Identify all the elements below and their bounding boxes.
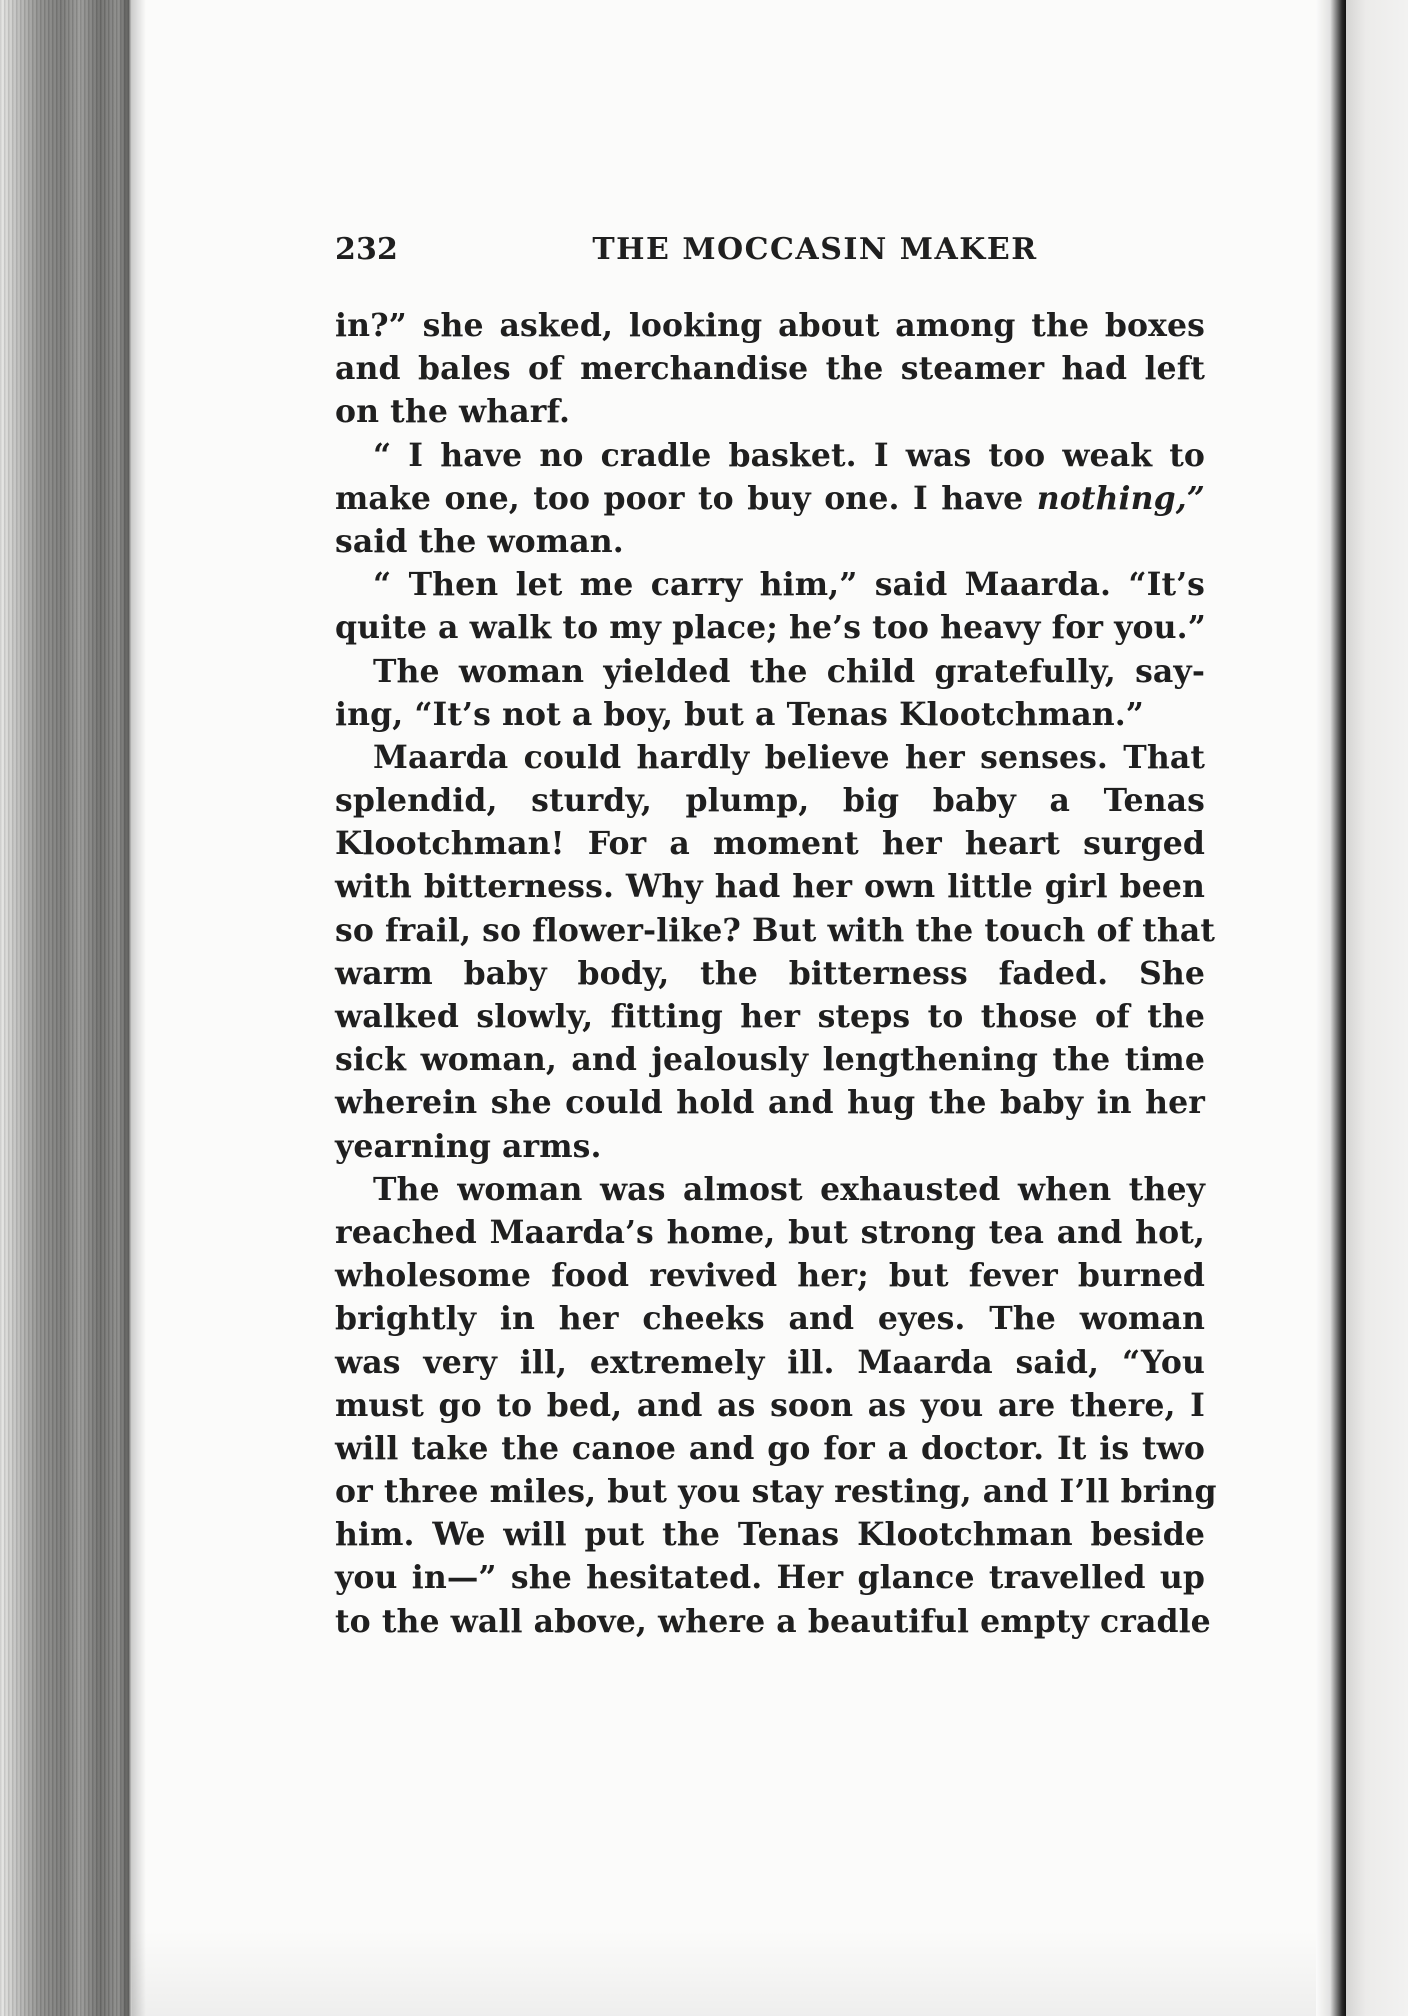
- text-line: was very ill, extremely ill. Maarda said, “You: [335, 1343, 1205, 1381]
- text-line: so frail, so flower-like? But with the touch of that: [335, 911, 1216, 949]
- page-bottom-shade: [132, 1930, 1316, 2016]
- text-line: Maarda could hardly believe her senses. That: [373, 738, 1205, 776]
- text-fragment: make one, too poor to buy one. I have: [335, 479, 1037, 517]
- text-line: wherein she could hold and hug the baby in her: [335, 1084, 1205, 1122]
- text-line: ing, “It’s not a boy, but a Tenas Klootchman.”: [335, 695, 1144, 733]
- page-edge-left: [0, 0, 132, 2016]
- text-line: or three miles, but you stay resting, and I’ll bring: [335, 1473, 1217, 1511]
- text-line: him. We will put the Tenas Klootchman beside: [335, 1516, 1205, 1554]
- text-line: quite a walk to my place; he’s too heavy for you.”: [335, 609, 1206, 647]
- text-line: warm baby body, the bitterness faded. She: [335, 954, 1205, 992]
- running-head: THE MOCCASIN MAKER: [592, 232, 1038, 267]
- text-line: “ I have no cradle basket. I was too weak to: [373, 436, 1205, 474]
- text-line: “ Then let me carry him,” said Maarda. “It’s: [373, 566, 1205, 604]
- text-line: [335, 477, 1205, 520]
- text-line: to the wall above, where a beautiful empty cradle: [335, 1602, 1211, 1640]
- text-line: with bitterness. Why had her own little girl been: [335, 868, 1205, 906]
- text-line: wholesome food revived her; but fever burned: [335, 1257, 1205, 1295]
- text-line: reached Maarda’s home, but strong tea and hot,: [335, 1213, 1205, 1251]
- text-line: splendid, sturdy, plump, big baby a Tenas: [335, 782, 1205, 820]
- page-shadow: [132, 0, 146, 2016]
- text-line: will take the canoe and go for a doctor. It is two: [335, 1429, 1205, 1467]
- text-line: and bales of merchandise the steamer had left: [335, 350, 1205, 388]
- text-line: said the woman.: [335, 522, 624, 560]
- book-gutter: [1316, 0, 1346, 2016]
- text-line: The woman was almost exhausted when they: [373, 1170, 1205, 1208]
- italic-word: nothing,”: [1036, 479, 1205, 517]
- text-line: yearning arms.: [335, 1127, 602, 1165]
- page-text-block: [335, 232, 1217, 1643]
- text-line: brightly in her cheeks and eyes. The woman: [335, 1300, 1205, 1338]
- facing-page-edge: [1346, 0, 1408, 2016]
- text-line: Klootchman! For a moment her heart surged: [335, 825, 1205, 863]
- page-header: [335, 232, 1205, 298]
- text-line: walked slowly, fitting her steps to those of the: [335, 998, 1205, 1035]
- text-line: on the wharf.: [335, 393, 571, 431]
- text-line: you in—” she hesitated. Her glance travelled up: [335, 1559, 1205, 1597]
- text-line: must go to bed, and as soon as you are there, I: [335, 1386, 1205, 1424]
- page-number: 232: [335, 232, 398, 267]
- text-line: in?” she asked, looking about among the boxes: [335, 307, 1205, 344]
- text-line: sick woman, and jealously lengthening the time: [335, 1041, 1205, 1079]
- text-line: The woman yielded the child gratefully, say-: [373, 652, 1205, 690]
